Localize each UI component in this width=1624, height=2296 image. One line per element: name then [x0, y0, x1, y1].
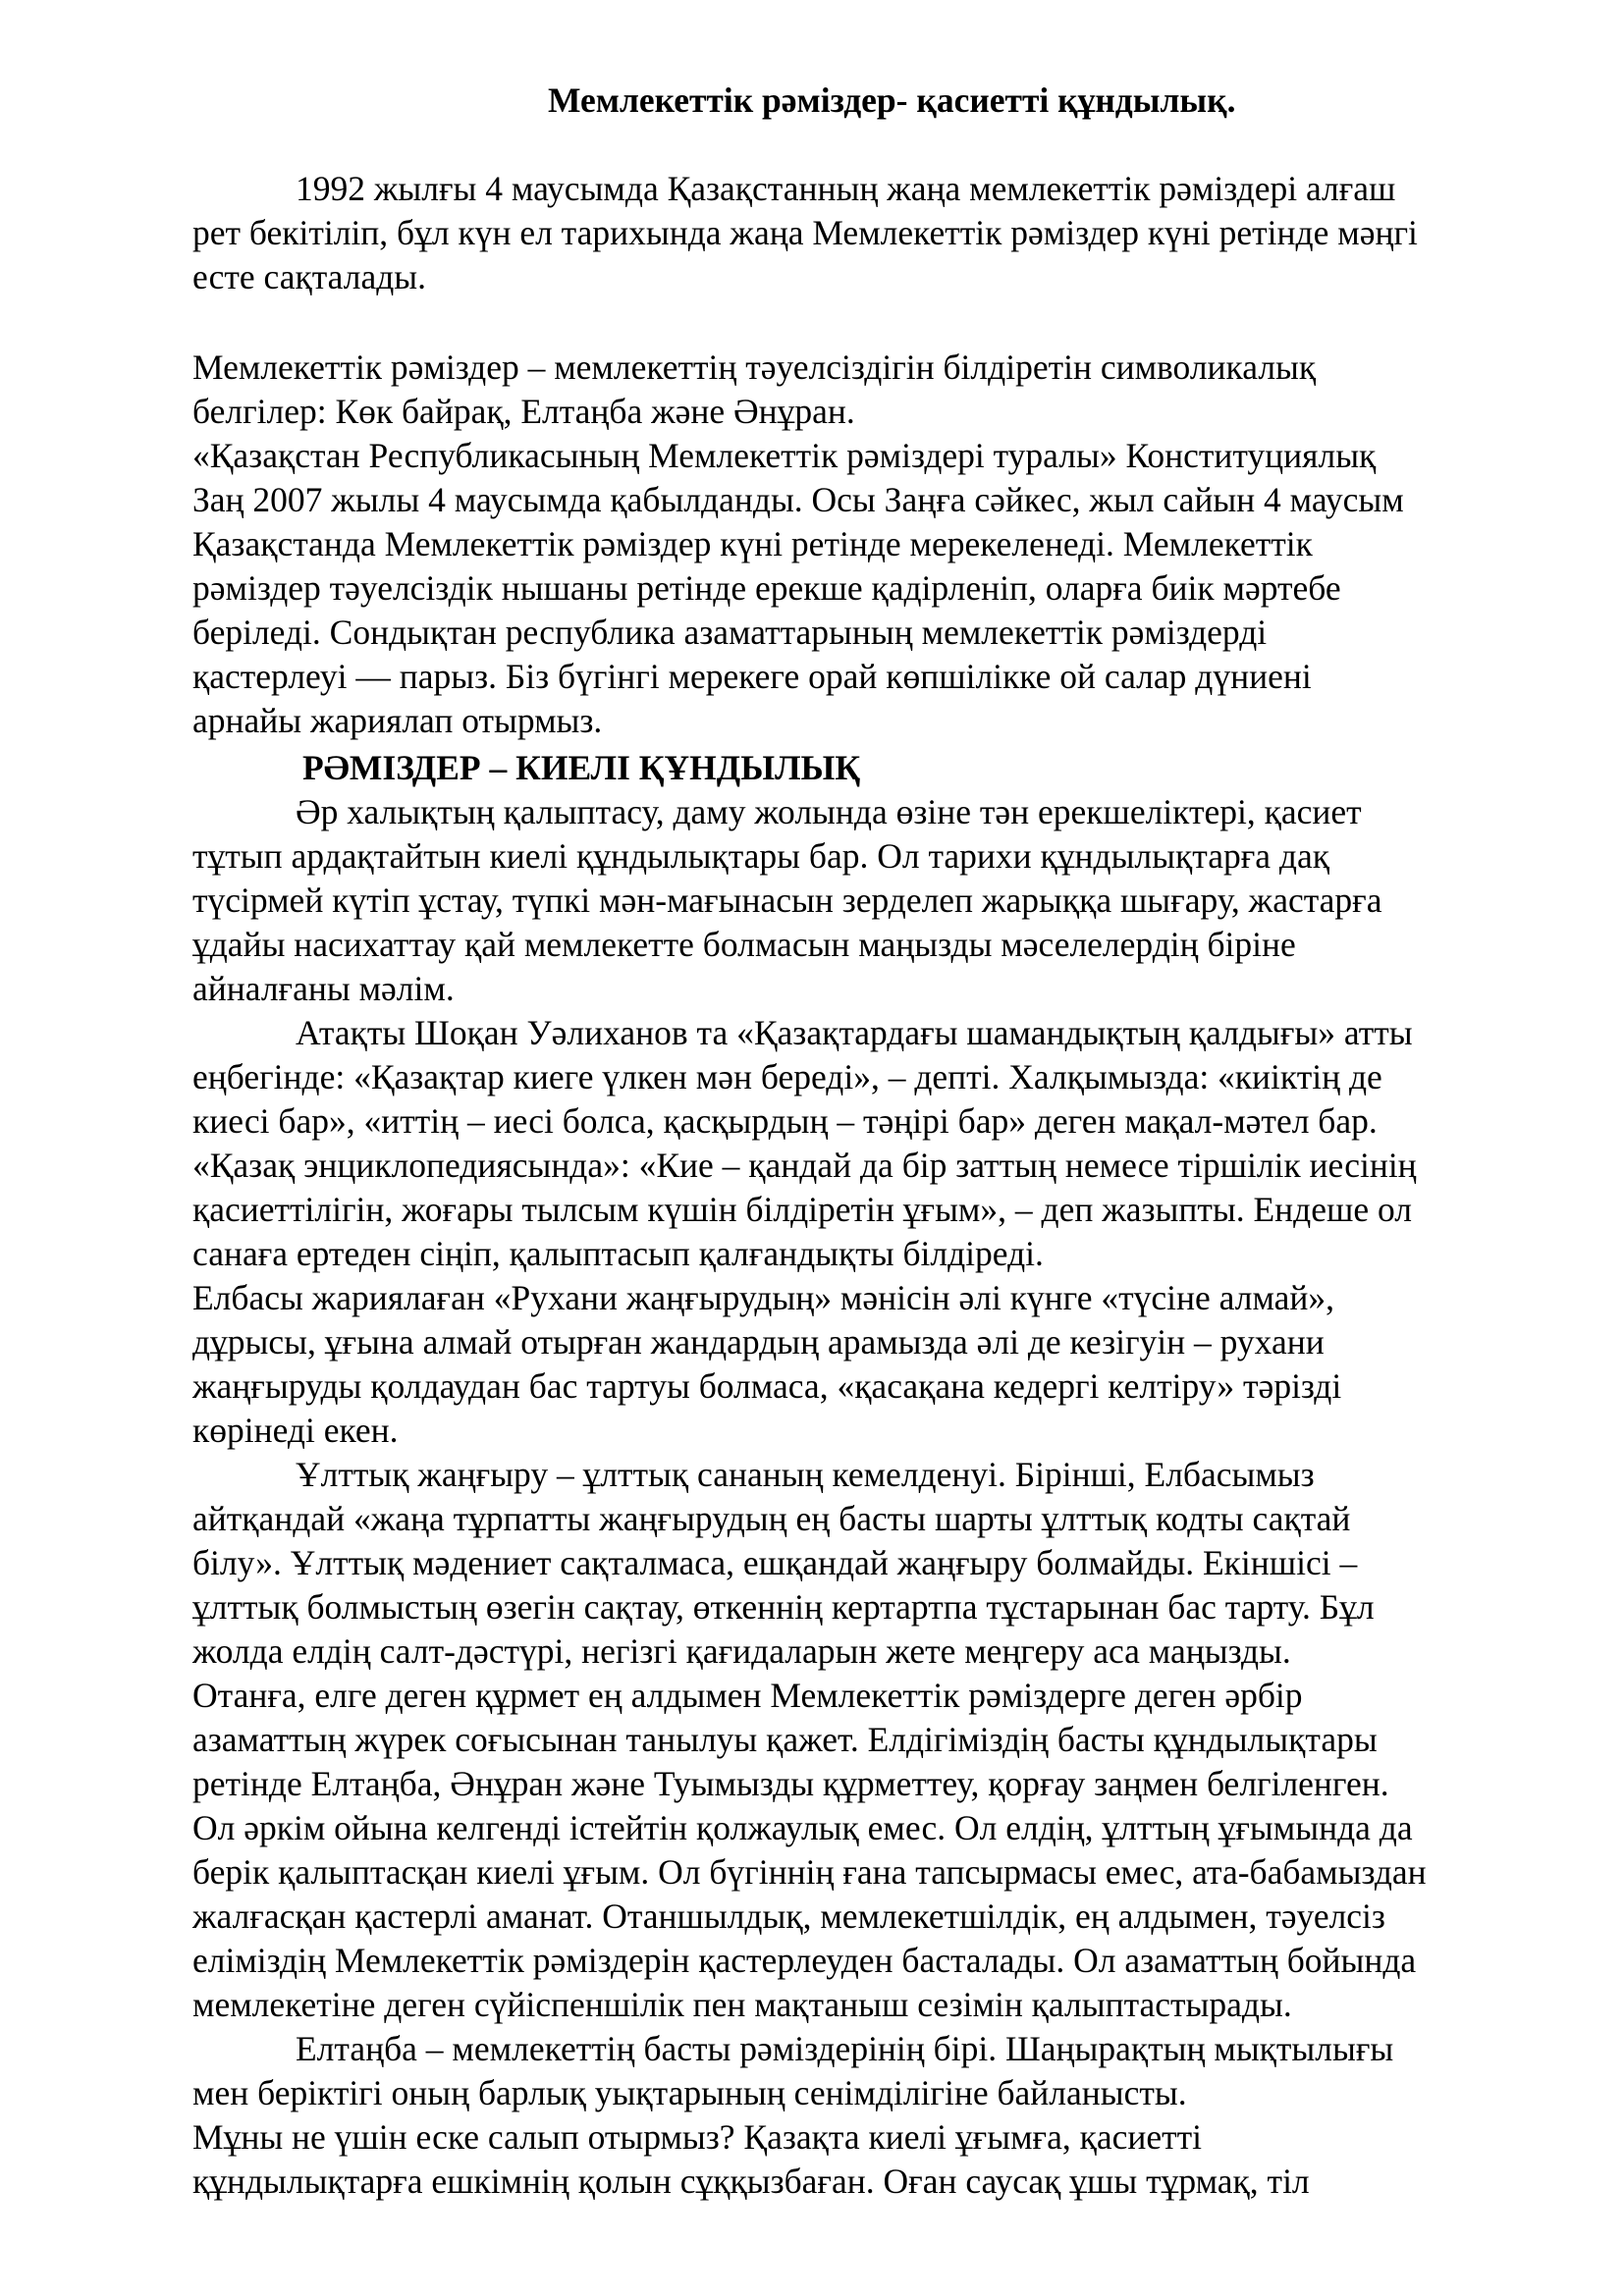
- text-line: айтқандай «жаңа тұрпатты жаңғырудың ең басты шарты ұлттық кодты сақтай: [192, 1499, 1351, 1538]
- text-line: қастерлеуі — парыз. Біз бүгінгі мерекеге орай көпшілікке ой салар дүниені: [192, 657, 1312, 696]
- section-heading: РӘМІЗДЕР – КИЕЛІ ҚҰНДЫЛЫҚ: [302, 748, 861, 787]
- paragraph-emblem: [192, 2027, 1567, 2204]
- text-line: Заң 2007 жылы 4 маусымда қабылданды. Осы Заңға сәйкес, жыл сайын 4 маусым: [192, 480, 1404, 519]
- text-line: Ол әркім ойына келгенді істейтін қолжаулық емес. Ол елдің, ұлттың ұғымында да: [192, 1808, 1413, 1847]
- text-line: дұрысы, ұғына алмай отырған жандардың арамызда әлі де кезігуін – рухани: [192, 1322, 1325, 1362]
- text-line: Мемлекеттік рәміздер – мемлекеттің тәуелсіздігін білдіретін символикалық: [192, 347, 1317, 387]
- text-line: ретінде Елтаңба, Әнұран және Туымызды құрметтеу, қорғау заңмен белгіленген.: [192, 1764, 1389, 1803]
- text-line: мен беріктігі оның барлық уықтарының сенімділігіне байланысты.: [192, 2073, 1187, 2112]
- paragraph-valikhanov: [192, 1011, 1567, 1453]
- text-line: еңбегінде: «Қазақтар киеге үлкен мән береді», – депті. Халқымызда: «киіктің де: [192, 1057, 1382, 1096]
- text-line: Отанға, елге деген құрмет ең алдымен Мемлекеттік рәміздерге деген әрбір: [192, 1676, 1303, 1715]
- text-line: Атақты Шоқан Уәлиханов та «Қазақтардағы шамандықтың қалдығы» атты: [296, 1013, 1413, 1052]
- text-line: Ұлттық жаңғыру – ұлттық сананың кемелденуі. Біріншi, Елбасымыз: [296, 1455, 1315, 1494]
- text-line: мемлекетіне деген сүйіспеншілік пен мақтаныш сезімін қалыптастырады.: [192, 1985, 1292, 2024]
- text-line: ұдайы насихаттау қай мемлекетте болмасын маңызды мәселелердің біріне: [192, 925, 1296, 964]
- text-line: рәміздер тәуелсіздік нышаны ретінде ерекше қадірленіп, оларға биік мәртебе: [192, 568, 1341, 608]
- paragraph-state-symbols: [192, 346, 1567, 743]
- text-line: Елтаңба – мемлекеттің басты рәміздерінің бірі. Шаңырақтың мықтылығы: [296, 2029, 1394, 2068]
- text-line: айналғаны мәлім.: [192, 969, 455, 1008]
- text-line: еліміздің Мемлекеттік рәміздерін қастерлеуден басталады. Ол азаматтың бойында: [192, 1941, 1417, 1980]
- paragraph-national-revival: [192, 1453, 1567, 2027]
- intro-paragraph: [192, 167, 1567, 299]
- text-line: ұлттық болмыстың өзегін сақтау, өткеннің кертартпа тұстарынан бас тарту. Бұл: [192, 1587, 1375, 1627]
- text-line: Қазақстанда Мемлекеттік рәміздер күні ретінде мерекеленеді. Мемлекеттік: [192, 524, 1313, 563]
- text-line: Елбасы жариялаған «Рухани жаңғырудың» мәнісін әлі күнге «түсіне алмай»,: [192, 1278, 1335, 1317]
- text-line: беріледі. Сондықтан республика азаматтарының мемлекеттік рәміздерді: [192, 613, 1268, 652]
- paragraph-sacred-values: [192, 790, 1567, 1011]
- text-line: жалғасқан қастерлі аманат. Отаншылдық, мемлекетшілдік, ең алдымен, тәуелсіз: [192, 1896, 1385, 1936]
- text-line: білу». Ұлттық мәдениет сақталмаса, ешқандай жаңғыру болмайды. Екіншісі –: [192, 1543, 1358, 1582]
- text-line: азаматтың жүрек соғысынан танылуы қажет. Елдігіміздің басты құндылықтары: [192, 1720, 1378, 1759]
- text-line: «Қазақстан Республикасының Мемлекеттік рәміздері туралы» Конституциялық: [192, 436, 1377, 475]
- text-line: арнайы жариялап отырмыз.: [192, 701, 603, 740]
- text-line: Әр халықтың қалыптасу, даму жолында өзіне тән ерекшеліктері, қасиет: [296, 792, 1362, 831]
- text-line: Мұны не үшін еске салып отырмыз? Қазақта киелі ұғымға, қасиетті: [192, 2117, 1203, 2157]
- text-line: «Қазақ энциклопедиясында»: «Кие – қандай да бір заттың немесе тіршілік иесінің: [192, 1146, 1417, 1185]
- text-line: тұтып ардақтайтын киелі құндылықтары бар. Ол тарихи құндылықтарға дақ: [192, 836, 1329, 876]
- text-line: есте сақталады.: [192, 257, 427, 296]
- text-line: түсірмей күтіп ұстау, түпкі мән-мағынасын зерделеп жарыққа шығару, жастарға: [192, 881, 1382, 920]
- text-line: құндылықтарға ешкімнің қолын сұққызбаған. Оған саусақ ұшы тұрмақ, тіл: [192, 2162, 1310, 2201]
- text-line: белгілер: Көк байрақ, Елтаңба және Әнұран.: [192, 392, 855, 431]
- text-line: 1992 жылғы 4 маусымда Қазақстанның жаңа мемлекеттік рәміздері алғаш: [296, 169, 1396, 208]
- text-line: қасиеттілігін, жоғары тылсым күшін білдіретін ұғым», – деп жазыпты. Ендеше ол: [192, 1190, 1412, 1229]
- text-line: жаңғыруды қолдаудан бас тартуы болмаса, «қасақана кедергі келтіру» тәрізді: [192, 1366, 1342, 1406]
- text-line: берік қалыптасқан киелі ұғым. Ол бүгіннің ғана тапсырмасы емес, ата-бабамыздан: [192, 1852, 1427, 1892]
- text-line: жолда елдің салт-дәстүрі, негізгі қағидаларын жете меңгеру аса маңызды.: [192, 1631, 1291, 1671]
- text-line: санаға ертеден сіңіп, қалыптасып қалғандықты білдіреді.: [192, 1234, 1044, 1273]
- text-line: киесі бар», «иттің – иесі болса, қасқырдың – тәңірі бар» деген мақал-мәтел бар.: [192, 1101, 1378, 1141]
- text-line: рет бекітіліп, бұл күн ел тарихында жаңа Мемлекеттік рәміздер күні ретінде мәңгі: [192, 213, 1418, 252]
- text-line: көрінеді екен.: [192, 1411, 399, 1450]
- document-title: Мемлекеттік рәміздер- қасиетті құндылық.: [548, 80, 1236, 120]
